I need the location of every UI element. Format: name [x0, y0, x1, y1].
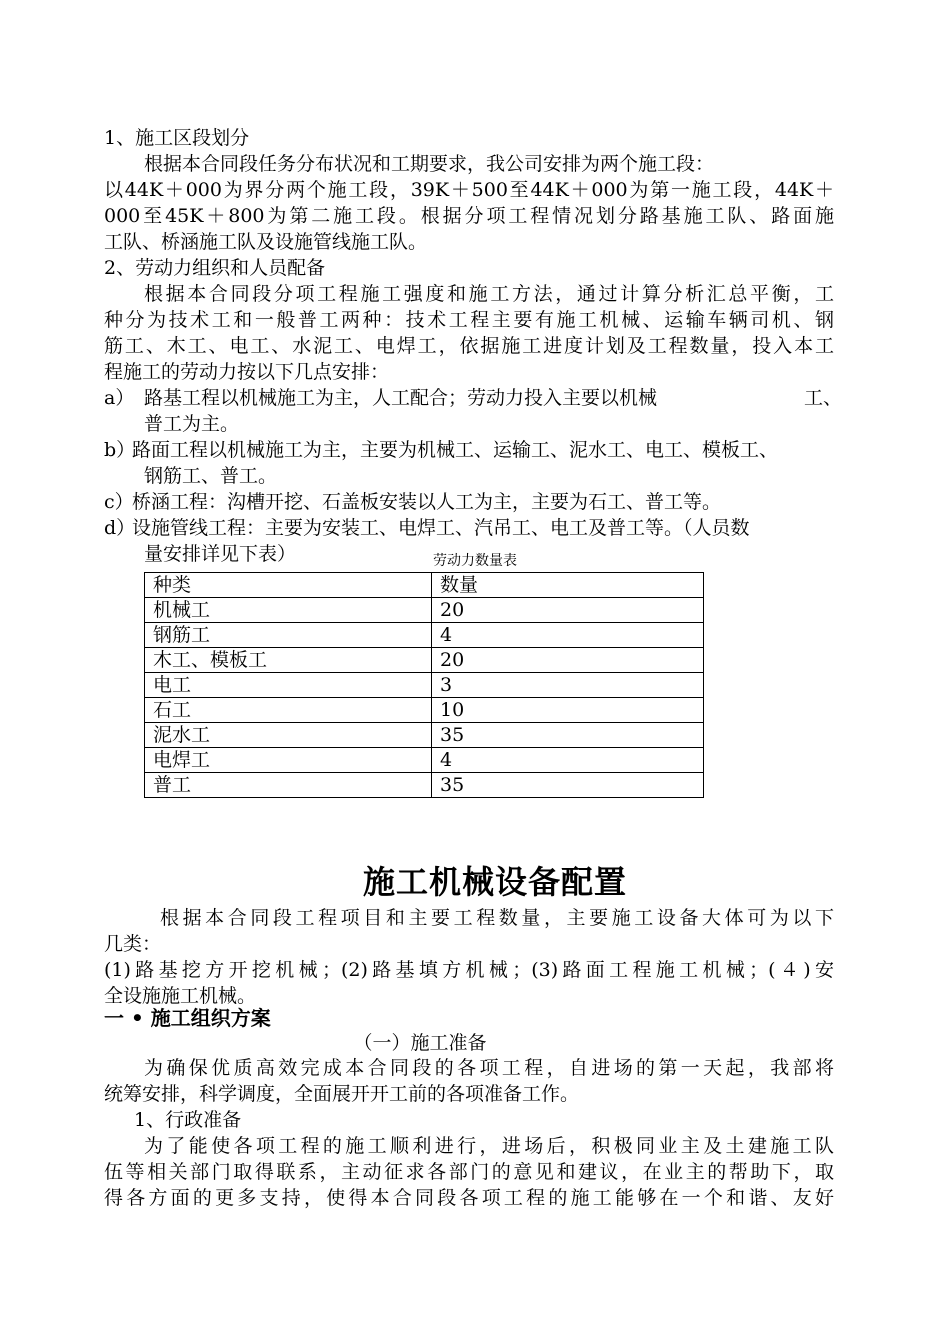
- section1-para-line: 以44K＋000为界分两个施工段，39K＋500至44K＋000为第一施工段，44K＋: [104, 179, 834, 201]
- table-row: [145, 623, 704, 648]
- list-item-a: [104, 385, 843, 411]
- list-item-d: [104, 515, 750, 541]
- list-item-text: 设施管线工程：主要为安装工、电焊工、汽吊工、电工及普工等。（人员数: [132, 517, 750, 539]
- table-cell-count: 10: [432, 698, 704, 723]
- list-item-text: 工、: [804, 387, 843, 409]
- table-caption: 劳动力数量表: [433, 553, 517, 569]
- organization-para-line: 统筹安排，科学调度，全面展开开工前的各项准备工作。: [104, 1083, 580, 1105]
- table-cell-count: 20: [432, 648, 704, 673]
- table-row: [145, 648, 704, 673]
- table-row: [145, 723, 704, 748]
- table-cell-type: 泥水工: [145, 723, 432, 748]
- table-cell-type: 电焊工: [145, 748, 432, 773]
- list-item-text: 桥涵工程：沟槽开挖、石盖板安装以人工为主，主要为石工、普工等。: [132, 491, 722, 513]
- list-item-label: c）: [104, 491, 134, 513]
- organization-subtitle: （一）施工准备: [353, 1032, 487, 1054]
- table-cell-count: 20: [432, 598, 704, 623]
- list-item-text: 钢筋工、普工。: [144, 465, 278, 487]
- list-item-b: [104, 437, 779, 463]
- section2-para-line: 筋工、木工、电工、水泥工、电焊工，依据施工进度计划及工程数量，投入本工: [104, 335, 834, 357]
- table-cell-count: 35: [432, 723, 704, 748]
- list-item-label: a）: [104, 387, 135, 409]
- organization-subheading: 1、行政准备: [134, 1109, 242, 1131]
- table-row: [145, 673, 704, 698]
- section1-para-line: 根据本合同段任务分布状况和工期要求，我公司安排为两个施工段：: [144, 153, 715, 175]
- section1-para-line: 工队、桥涵施工队及设施管线施工队。: [104, 231, 428, 253]
- table-cell-type: 钢筋工: [145, 623, 432, 648]
- organization-para2-line: 得各方面的更多支持，使得本合同段各项工程的施工能够在一个和谐、友好: [104, 1187, 834, 1209]
- table-cell-count: 3: [432, 673, 704, 698]
- equipment-para-line: 几类：: [104, 933, 162, 955]
- organization-title: 一 • 施工组织方案: [104, 1006, 271, 1030]
- section1-para-line: 000至45K＋800为第二施工段。根据分项工程情况划分路基施工队、路面施: [104, 205, 834, 227]
- table-cell-type: 石工: [145, 698, 432, 723]
- section2-para-line: 种分为技术工和一般普工两种：技术工程主要有施工机械、运输车辆司机、钢: [104, 309, 834, 331]
- table-cell-type: 普工: [145, 773, 432, 798]
- list-item-label: d）: [104, 517, 136, 539]
- table-cell-count: 4: [432, 623, 704, 648]
- table-cell-count: 35: [432, 773, 704, 798]
- table-row: [145, 698, 704, 723]
- list-item-text: 量安排详见下表）: [144, 543, 297, 565]
- table-row: [145, 773, 704, 798]
- labor-table: [144, 572, 704, 798]
- list-item-text: 普工为主。: [144, 413, 240, 435]
- section1-heading: 1、施工区段划分: [104, 127, 250, 149]
- table-row: [145, 598, 704, 623]
- organization-para-line: 为确保优质高效完成本合同段的各项工程，自进场的第一天起，我部将: [144, 1057, 834, 1079]
- list-item-c: [104, 489, 722, 515]
- equipment-para-line: 根据本合同段工程项目和主要工程数量，主要施工设备大体可为以下: [160, 907, 834, 929]
- table-row: [145, 748, 704, 773]
- organization-para2-line: 为了能使各项工程的施工顺利进行，进场后，积极同业主及土建施工队: [144, 1135, 834, 1157]
- list-item-label: b）: [104, 439, 136, 461]
- section2-para-line: 程施工的劳动力按以下几点安排：: [104, 361, 390, 383]
- organization-para2-line: 伍等相关部门取得联系，主动征求各部门的意见和建议，在业主的帮助下，取: [104, 1161, 834, 1183]
- list-item-text: 路基工程以机械施工为主，人工配合；劳动力投入主要以机械: [144, 387, 658, 409]
- table-cell-type: 木工、模板工: [145, 648, 432, 673]
- list-item-text: 路面工程以机械施工为主，主要为机械工、运输工、泥水工、电工、模板工、: [132, 439, 779, 461]
- section2-para-line: 根据本合同段分项工程施工强度和施工方法，通过计算分析汇总平衡，工: [144, 283, 834, 305]
- section2-heading: 2、劳动力组织和人员配备: [104, 257, 326, 279]
- table-header-row: [145, 573, 704, 598]
- table-cell-type: 电工: [145, 673, 432, 698]
- equipment-para-line: 全设施施工机械。: [104, 985, 257, 1007]
- table-header-cell: 数量: [432, 573, 704, 598]
- equipment-para-line: (1)路基挖方开挖机械；(2)路基填方机械；(3)路面工程施工机械；(４)安: [104, 959, 834, 981]
- equipment-title: 施工机械设备配置: [362, 863, 627, 901]
- table-header-cell: 种类: [145, 573, 432, 598]
- table-cell-type: 机械工: [145, 598, 432, 623]
- table-cell-count: 4: [432, 748, 704, 773]
